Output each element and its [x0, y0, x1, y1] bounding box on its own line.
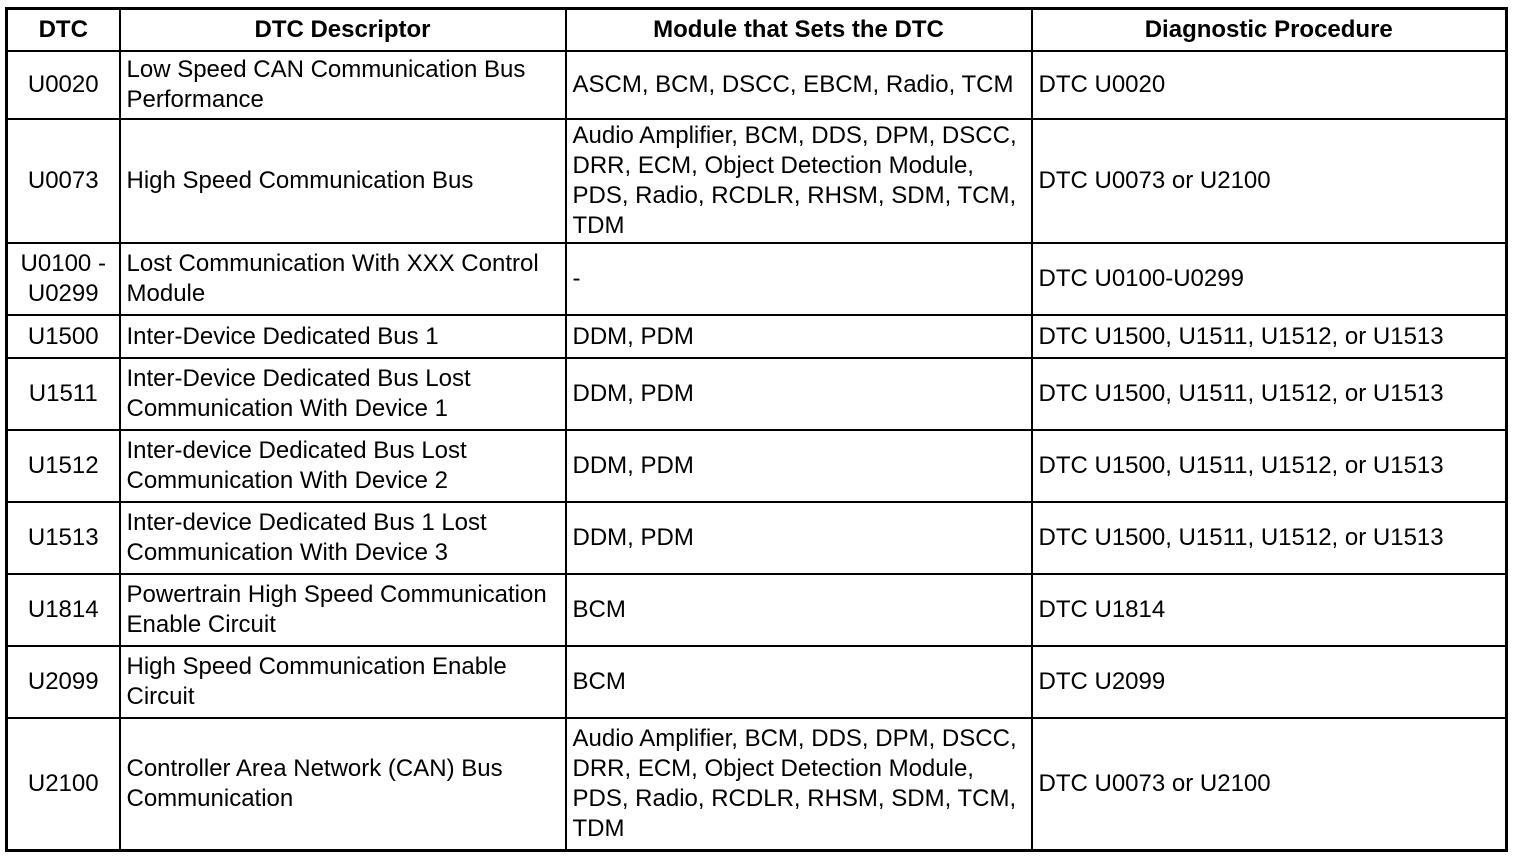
diagnostic-procedure: DTC U0020: [1032, 51, 1507, 119]
setting-module: DDM, PDM: [566, 430, 1032, 502]
header-module: Module that Sets the DTC: [566, 9, 1032, 52]
setting-module: DDM, PDM: [566, 502, 1032, 574]
setting-module: DDM, PDM: [566, 358, 1032, 430]
diagnostic-procedure: DTC U1500, U1511, U1512, or U1513: [1032, 315, 1507, 358]
dtc-table: [5, 7, 1508, 852]
header-diagnostic-procedure: Diagnostic Procedure: [1032, 9, 1507, 52]
dtc-descriptor: High Speed Communication Enable Circuit: [120, 646, 566, 718]
dtc-code: U0020: [7, 51, 120, 119]
table-row: [7, 51, 1507, 119]
header-dtc: DTC: [7, 9, 120, 52]
table-header-row: [7, 9, 1507, 52]
setting-module: BCM: [566, 646, 1032, 718]
dtc-code: U0073: [7, 119, 120, 243]
dtc-descriptor: Inter-device Dedicated Bus Lost Communication With Device 2: [120, 430, 566, 502]
table-row: [7, 502, 1507, 574]
table-row: [7, 718, 1507, 850]
dtc-descriptor: Controller Area Network (CAN) Bus Communication: [120, 718, 566, 850]
setting-module: ASCM, BCM, DSCC, EBCM, Radio, TCM: [566, 51, 1032, 119]
setting-module: Audio Amplifier, BCM, DDS, DPM, DSCC, DRR, ECM, Object Detection Module, PDS, Radio, RCDLR, RHSM, SDM, TCM, TDM: [566, 119, 1032, 243]
dtc-code: U2100: [7, 718, 120, 850]
table-row: [7, 430, 1507, 502]
setting-module: Audio Amplifier, BCM, DDS, DPM, DSCC, DRR, ECM, Object Detection Module, PDS, Radio, RCDLR, RHSM, SDM, TCM, TDM: [566, 718, 1032, 850]
table-row: [7, 358, 1507, 430]
table-row: [7, 119, 1507, 243]
setting-module: -: [566, 243, 1032, 315]
dtc-code: U1512: [7, 430, 120, 502]
diagnostic-procedure: DTC U1814: [1032, 574, 1507, 646]
diagnostic-procedure: DTC U0100-U0299: [1032, 243, 1507, 315]
dtc-code: U1511: [7, 358, 120, 430]
diagnostic-procedure: DTC U0073 or U2100: [1032, 119, 1507, 243]
dtc-descriptor: Inter-Device Dedicated Bus Lost Communication With Device 1: [120, 358, 566, 430]
dtc-code: U0100 - U0299: [7, 243, 120, 315]
diagnostic-procedure: DTC U1500, U1511, U1512, or U1513: [1032, 358, 1507, 430]
setting-module: DDM, PDM: [566, 315, 1032, 358]
dtc-descriptor: Low Speed CAN Communication Bus Performance: [120, 51, 566, 119]
table-row: [7, 315, 1507, 358]
dtc-descriptor: Lost Communication With XXX Control Module: [120, 243, 566, 315]
diagnostic-procedure: DTC U0073 or U2100: [1032, 718, 1507, 850]
table-row: [7, 243, 1507, 315]
table-row: [7, 646, 1507, 718]
table-row: [7, 574, 1507, 646]
dtc-code: U1513: [7, 502, 120, 574]
dtc-descriptor: Inter-Device Dedicated Bus 1: [120, 315, 566, 358]
dtc-code: U2099: [7, 646, 120, 718]
dtc-descriptor: Inter-device Dedicated Bus 1 Lost Communication With Device 3: [120, 502, 566, 574]
dtc-descriptor: Powertrain High Speed Communication Enable Circuit: [120, 574, 566, 646]
header-dtc-descriptor: DTC Descriptor: [120, 9, 566, 52]
setting-module: BCM: [566, 574, 1032, 646]
diagnostic-procedure: DTC U1500, U1511, U1512, or U1513: [1032, 502, 1507, 574]
dtc-descriptor: High Speed Communication Bus: [120, 119, 566, 243]
dtc-code: U1814: [7, 574, 120, 646]
diagnostic-procedure: DTC U1500, U1511, U1512, or U1513: [1032, 430, 1507, 502]
diagnostic-procedure: DTC U2099: [1032, 646, 1507, 718]
dtc-code: U1500: [7, 315, 120, 358]
